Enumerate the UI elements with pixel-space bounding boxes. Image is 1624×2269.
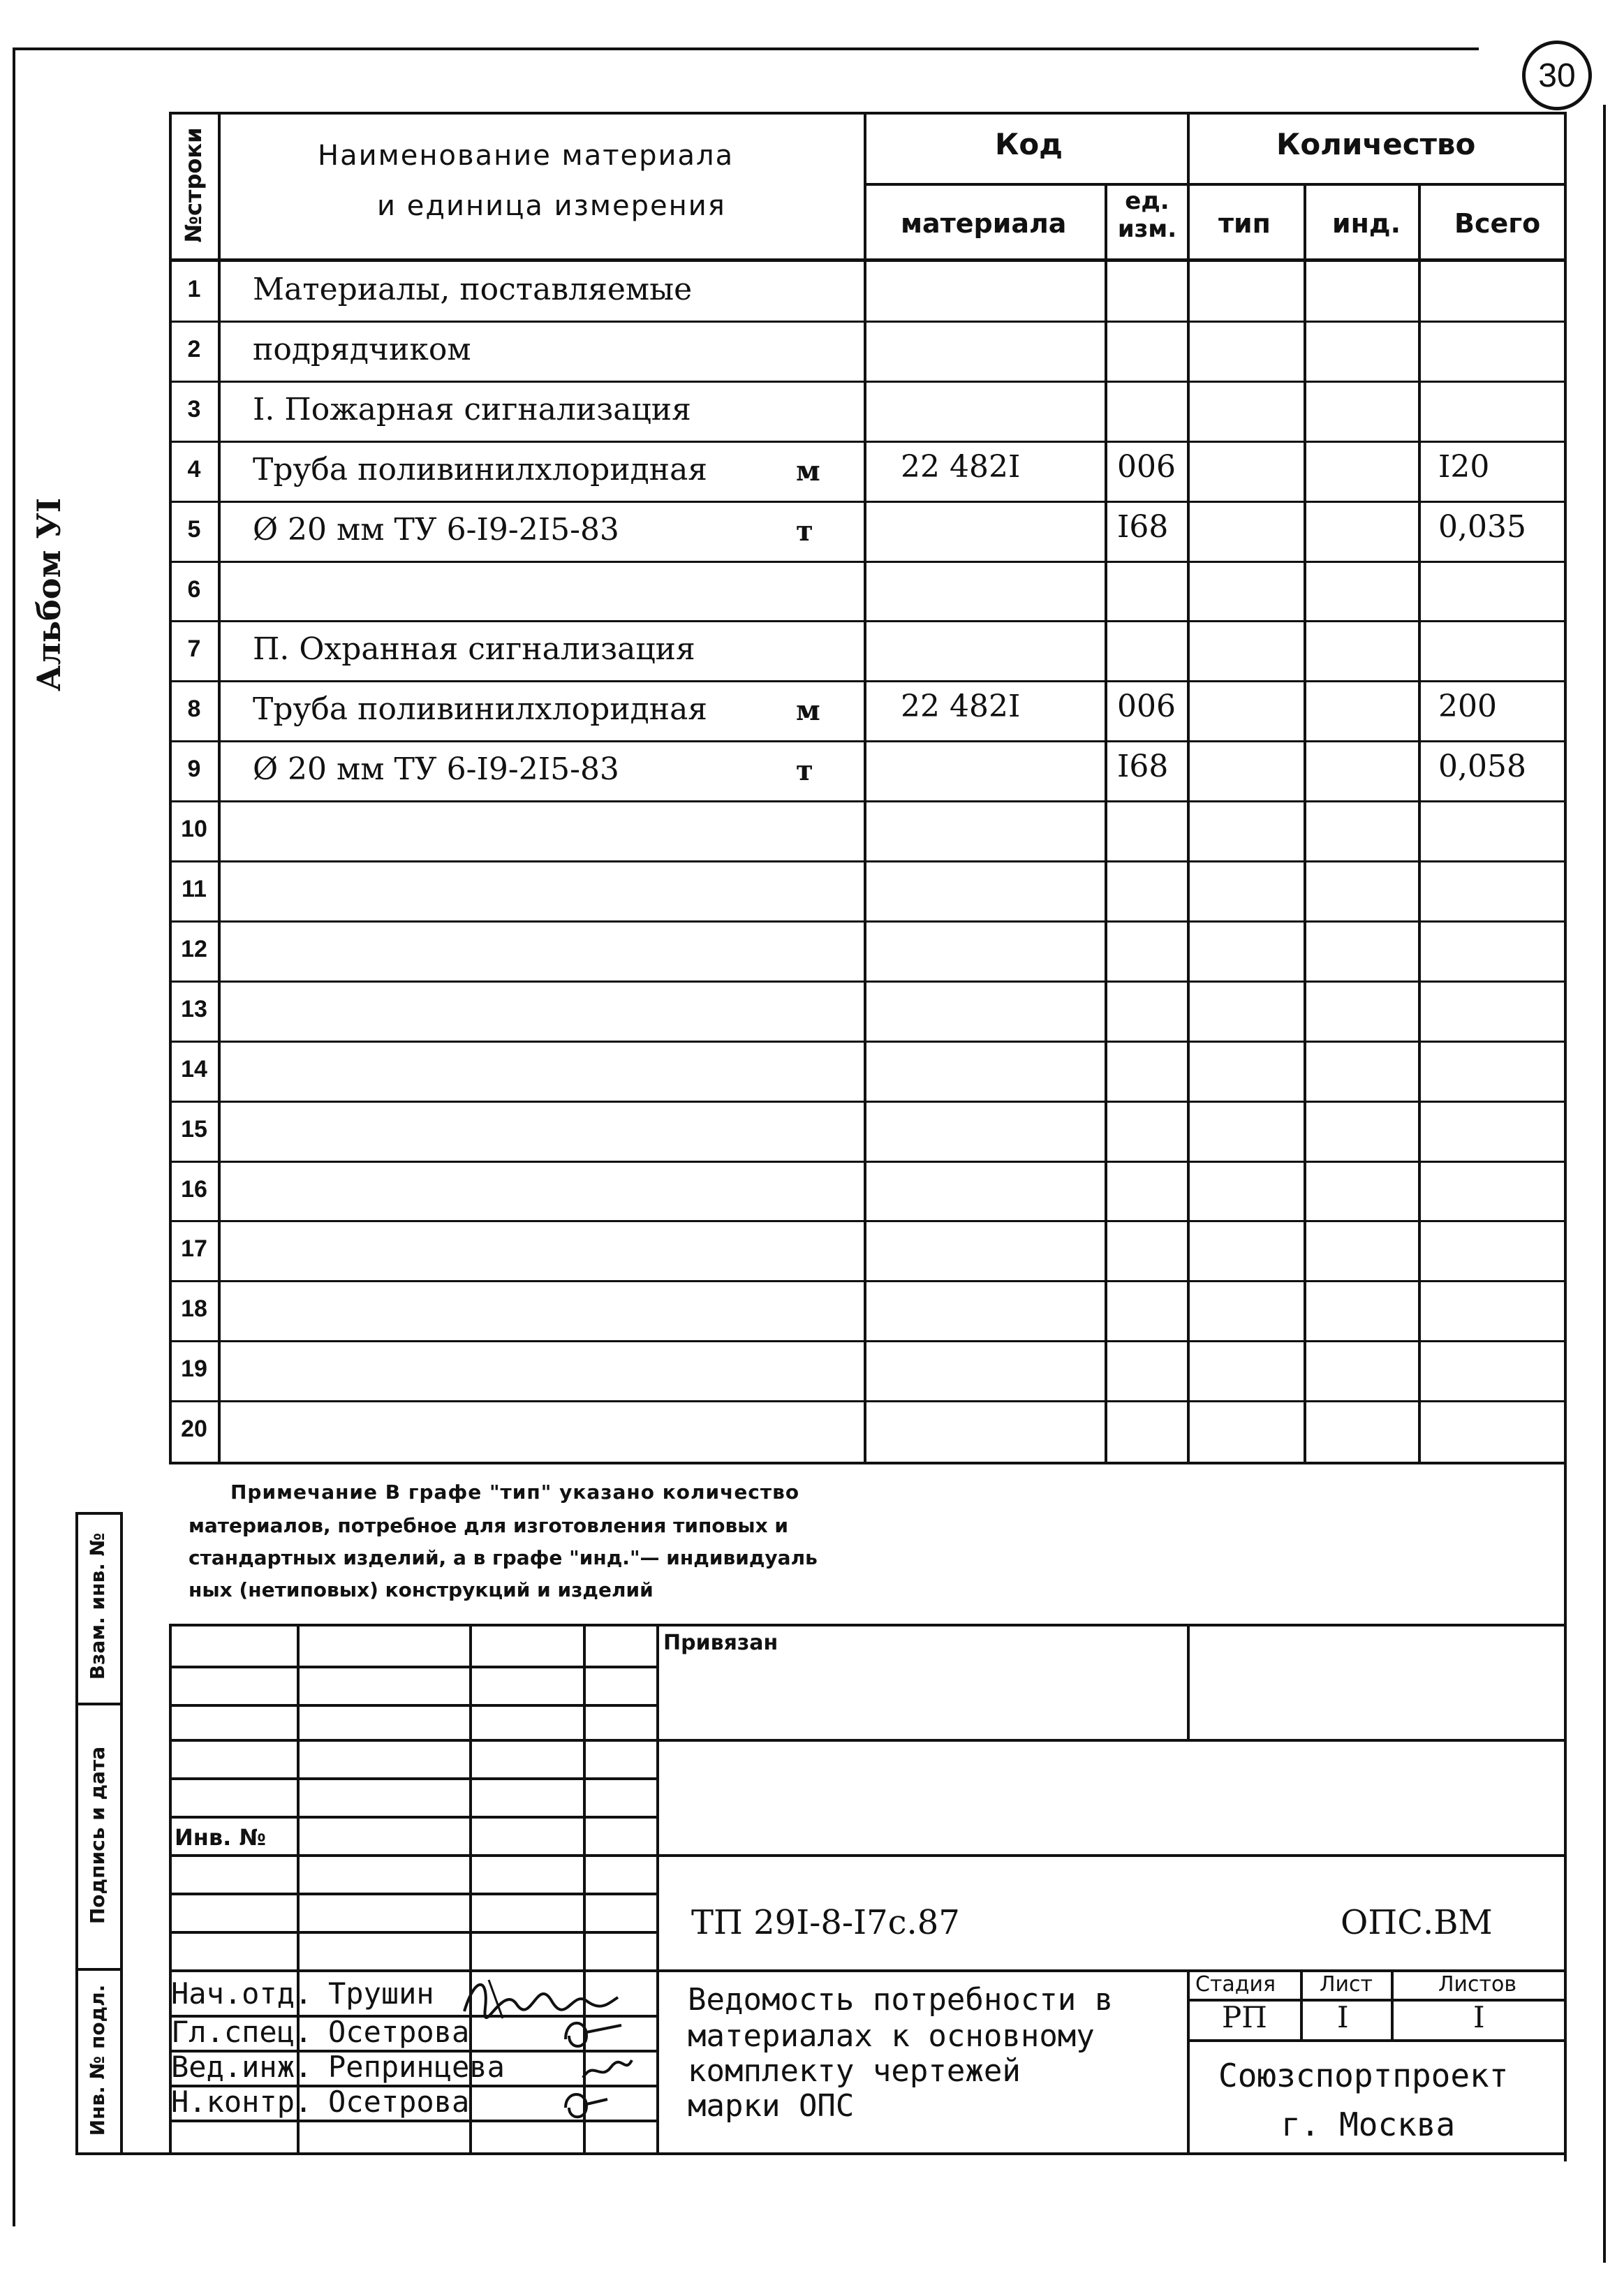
outer-frame-left (13, 47, 15, 2226)
material-unit: м (796, 454, 820, 487)
sheet-number-badge (1522, 41, 1592, 110)
title-line3: комплекту чертежей (688, 2053, 1021, 2089)
row-divider (169, 381, 1567, 383)
signer-role: Вед.инж. (171, 2050, 313, 2084)
row-number: 19 (181, 1356, 207, 1383)
header-name-line1: Наименование материала (318, 140, 735, 172)
city-name: г. Москва (1281, 2106, 1456, 2143)
row-divider (169, 680, 1567, 682)
row-number: 7 (187, 636, 201, 663)
row-divider (169, 860, 1567, 862)
material-name: Труба поливинилхлоридная (253, 451, 708, 487)
row-divider (169, 920, 1567, 923)
row-divider (169, 740, 1567, 742)
unit-code: 006 (1117, 448, 1176, 485)
title-line1: Ведомость потребности в (688, 1982, 1114, 2018)
sheets-label: Листов (1438, 1972, 1517, 1997)
signer-name: Репринцева (328, 2050, 505, 2084)
signer-name: Осетрова (328, 2085, 470, 2119)
header-qty-type: тип (1218, 208, 1271, 239)
doc-mark: ОПС.ВМ (1341, 1903, 1493, 1942)
signer-role: Н.контр. (171, 2085, 313, 2119)
header-row-number: №строки (180, 127, 207, 243)
row-divider (169, 981, 1567, 983)
row-divider (169, 800, 1567, 802)
signer-name: Осетрова (328, 2015, 470, 2049)
qty-total: 0,035 (1438, 508, 1526, 545)
signature-osetrova-1 (559, 2011, 628, 2053)
row-number: 18 (181, 1295, 207, 1323)
row-divider (169, 321, 1567, 323)
signer-name: Трушин (328, 1976, 434, 2011)
material-name: подрядчиком (253, 331, 471, 367)
inv-no-label: Инв. № (175, 1824, 266, 1851)
label-inv-podl: Инв. № подл. (86, 1984, 109, 2136)
unit-code: I68 (1117, 749, 1169, 785)
row-divider (169, 1400, 1567, 1402)
qty-total: 0,058 (1438, 749, 1526, 785)
header-code: Код (995, 127, 1063, 161)
header-qty-ind: инд. (1332, 208, 1401, 239)
material-unit: т (796, 514, 813, 548)
row-number: 2 (187, 335, 201, 362)
qty-total: 200 (1438, 689, 1497, 725)
row-divider (169, 561, 1567, 563)
row-number: 14 (181, 1055, 207, 1082)
row-number: 20 (181, 1416, 207, 1443)
label-podpis-data: Подпись и дата (86, 1746, 109, 1925)
doc-code: ТП 29I-8-I7с.87 (691, 1903, 960, 1942)
material-name: Материалы, поставляемые (253, 272, 693, 307)
material-unit: м (796, 694, 820, 728)
sheet-value: I (1337, 2000, 1349, 2034)
row-number: 10 (181, 816, 207, 843)
material-unit: т (796, 754, 813, 788)
header-quantity: Количество (1276, 127, 1476, 161)
row-divider (169, 620, 1567, 622)
signer-role: Нач.отд. (171, 1976, 313, 2011)
row-number: 12 (181, 935, 207, 962)
row-divider (169, 1280, 1567, 1282)
row-divider (169, 1340, 1567, 1342)
row-divider (169, 441, 1567, 443)
unit-code: 006 (1117, 689, 1176, 725)
row-divider (169, 1161, 1567, 1163)
row-number: 1 (187, 276, 201, 302)
row-number: 4 (187, 455, 201, 483)
note-line4: ных (нетиповых) конструкций и изделий (189, 1578, 654, 1601)
signature-reprintseva (580, 2053, 635, 2088)
row-divider (169, 1220, 1567, 1222)
album-label: Альбом УI (30, 497, 68, 691)
outer-frame-right (1603, 105, 1606, 2263)
unit-code: I68 (1117, 508, 1169, 545)
stage-value: РП (1222, 2000, 1267, 2034)
title-line2: материалах к основному (688, 2018, 1095, 2054)
sheet-number: 30 (1538, 57, 1576, 94)
material-name: Ø 20 мм ТУ 6-I9-2I5-83 (253, 511, 619, 548)
note-line3: стандартных изделий, а в графе "инд."— индивидуаль (189, 1546, 818, 1569)
signer-role: Гл.спец. (171, 2015, 313, 2049)
outer-frame-top (13, 47, 1479, 50)
sheet-label: Лист (1320, 1972, 1373, 1997)
row-divider (169, 501, 1567, 503)
qty-total: I20 (1438, 448, 1490, 485)
org-name: Союзспортпроект (1218, 2057, 1509, 2094)
header-qty-total: Всего (1454, 208, 1541, 239)
row-number: 6 (187, 575, 201, 603)
material-name: I. Пожарная сигнализация (253, 391, 691, 427)
material-name: Труба поливинилхлоридная (253, 691, 708, 728)
row-number: 11 (182, 876, 207, 902)
sheets-value: I (1473, 2000, 1485, 2034)
row-number: 16 (181, 1175, 207, 1203)
header-name-line2: и единица измерения (377, 190, 726, 222)
row-divider (169, 1041, 1567, 1043)
row-number: 17 (181, 1235, 207, 1263)
row-number: 5 (187, 515, 201, 543)
label-vzam-inv: Взам. инв. № (86, 1532, 109, 1680)
privyazan-label: Привязан (663, 1631, 778, 1655)
signature-osetrova-2 (559, 2087, 614, 2122)
material-name: Ø 20 мм ТУ 6-I9-2I5-83 (253, 751, 619, 788)
row-number: 9 (187, 756, 201, 783)
material-code: 22 482I (901, 448, 1021, 485)
note-line1: Примечание В графе "тип" указано количество (230, 1481, 800, 1504)
row-number: 13 (181, 995, 207, 1022)
row-number: 15 (181, 1115, 207, 1143)
material-name: П. Охранная сигнализация (253, 631, 695, 668)
row-number: 3 (187, 395, 201, 423)
title-line4: марки ОПС (688, 2088, 855, 2124)
row-divider (169, 1101, 1567, 1103)
material-code: 22 482I (901, 689, 1021, 725)
row-number: 8 (187, 696, 201, 723)
header-code-material: материала (901, 208, 1067, 239)
stage-label: Стадия (1195, 1972, 1276, 1997)
header-code-unit: ед. изм. (1117, 187, 1177, 243)
note-line2: материалов, потребное для изготовления типовых и (189, 1514, 788, 1537)
